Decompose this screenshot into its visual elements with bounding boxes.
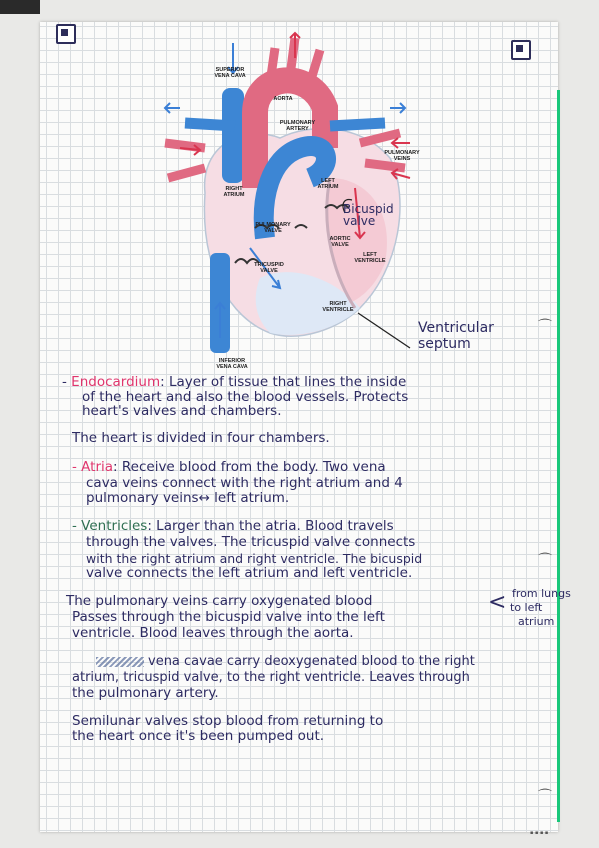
term-atria: Atria (81, 459, 114, 475)
footer-mark: ▪ ▪ ▪ ▪ (530, 830, 549, 836)
term-ventricles: Ventricles (81, 518, 148, 534)
label-tricuspid-valve: TRICUSPID VALVE (254, 262, 284, 274)
label-pulmonary-artery: PULMONARY ARTERY (279, 120, 316, 132)
endocardium-text: : Layer of tissue that lines the inside (160, 374, 407, 390)
side-note-line-3: atrium (518, 615, 555, 628)
label-pulmonary-valve: PULMONARY VALVE (255, 222, 291, 234)
ventricles-line-4: valve connects the left atrium and left ventricle. (86, 565, 413, 581)
scribbled-word (96, 657, 144, 667)
term-endocardium: Endocardium (71, 374, 161, 390)
ventricles-text: : Larger than the atria. Blood travels (147, 518, 394, 534)
endocardium-line-3: heart's valves and chambers. (82, 403, 282, 419)
label-inferior-vena-cava: INFERIOR VENA CAVA (216, 358, 248, 370)
corner-marker-icon (56, 24, 76, 44)
label-pulmonary-veins: PULMONARY VEINS (384, 150, 420, 162)
page-tick-icon: ⌒ (538, 553, 552, 569)
atria-line-2: cava veins connect with the right atrium and 4 (86, 475, 403, 491)
endocardium-line-1: - Endocardium: Layer of tissue that lines the inside (62, 374, 407, 390)
label-left-ventricle: LEFT VENTRICLE (354, 252, 386, 264)
vena-line-1: vena cavae carry deoxygenated blood to the right (148, 654, 475, 669)
pulmonary-artery-right (330, 123, 385, 126)
vena-line-2: atrium, tricuspid valve, to the right ventricle. Leaves through (72, 670, 470, 685)
pulmonary-line-2: Passes through the bicuspid valve into the left (72, 609, 385, 625)
ventricles-line-3: with the right atrium and right ventricle. The bicuspid (86, 551, 423, 566)
corner-marker-icon (511, 40, 531, 60)
pulmonary-line-1: The pulmonary veins carry oxygenated blood (66, 593, 373, 609)
label-right-ventricle: RIGHT VENTRICLE (322, 301, 354, 313)
pulmonary-line-3: ventricle. Blood leaves through the aorta. (72, 625, 354, 641)
page-tick-icon: ⌒ (538, 789, 552, 805)
label-left-atrium: LEFT ATRIUM (317, 178, 339, 190)
label-superior-vena-cava: SUPERIOR VENA CAVA (214, 67, 246, 79)
side-note-line-2: to left (510, 601, 543, 614)
endocardium-line-2: of the heart and also the blood vessels. Protects (82, 389, 409, 405)
chambers-sentence: The heart is divided in four chambers. (72, 430, 330, 446)
ventricles-line-2: through the valves. The tricuspid valve connects (86, 534, 416, 550)
superior-vena-cava (222, 88, 244, 183)
label-aorta: AORTA (273, 96, 293, 102)
bracket-symbol: < (488, 590, 507, 615)
label-right-atrium: RIGHT ATRIUM (223, 186, 245, 198)
handwritten-bicuspid-valve: Bicuspid valve (343, 202, 394, 228)
binder-strip (0, 0, 40, 14)
page-tick-icon: ⌒ (538, 319, 552, 335)
atria-line-3: pulmonary veins↔ left atrium. (86, 490, 290, 506)
handwritten-ventricular-septum: Ventricular septum (418, 320, 494, 352)
side-note-line-1: from lungs (512, 587, 571, 600)
pulmonary-artery-left (185, 123, 235, 126)
margin-line (557, 90, 560, 822)
septum-pointer-line (358, 313, 410, 348)
semilunar-line-1: Semilunar valves stop blood from returning to (72, 713, 384, 729)
ventricles-line-1: - Ventricles: Larger than the atria. Blood travels (72, 518, 394, 534)
semilunar-line-2: the heart once it's been pumped out. (72, 728, 325, 744)
atria-text: : Receive blood from the body. Two vena (113, 459, 386, 475)
atria-line-1: - Atria: Receive blood from the body. Two vena (72, 459, 386, 475)
vena-line-3: the pulmonary artery. (72, 685, 219, 701)
label-aortic-valve: AORTIC VALVE (329, 236, 351, 248)
